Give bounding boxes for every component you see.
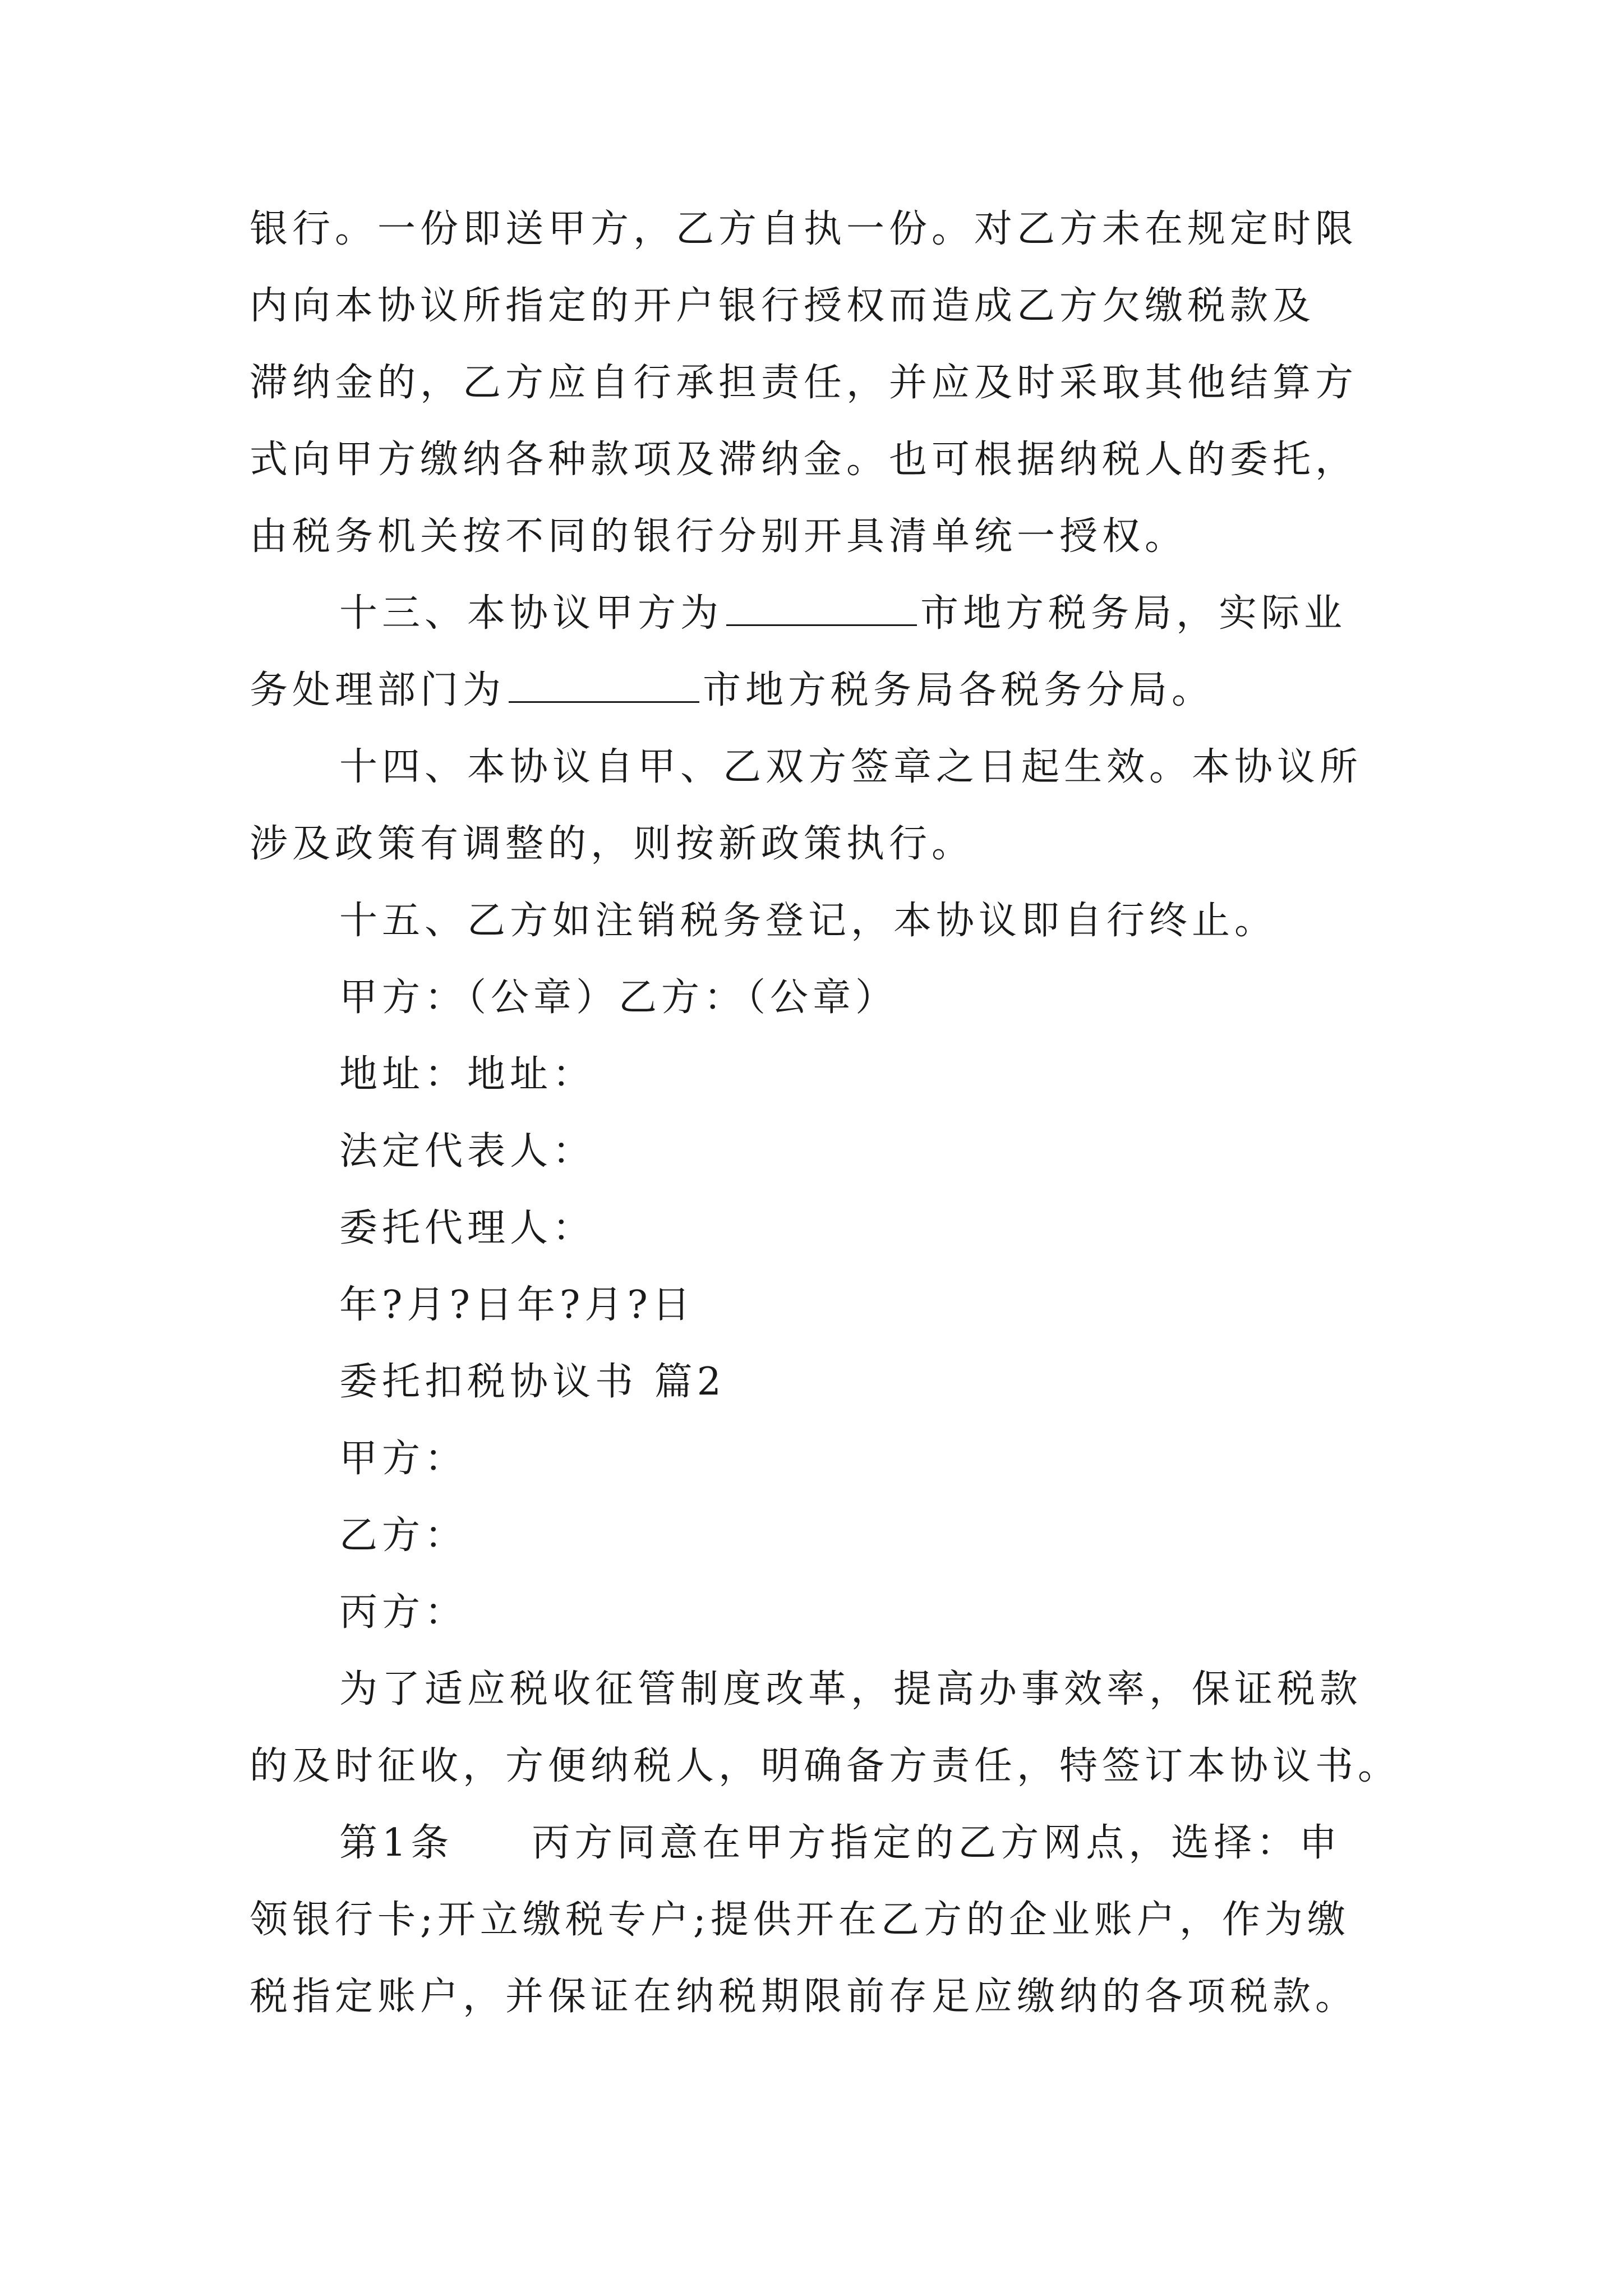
article-1-text: 丙方同意在甲方指定的乙方网点，选择：申: [532, 1821, 1342, 1865]
party-line: 甲方：: [339, 1437, 468, 1481]
article-1-line-1: [250, 1805, 1394, 1881]
clause-13-text: 市地方税务局各税务分局。: [703, 668, 1215, 712]
article-1-label: 第1条: [339, 1821, 454, 1865]
signature-line: 地址：地址：: [339, 1052, 596, 1097]
paragraph-line: 式向甲方缴纳各种款项及滞纳金。也可根据纳税人的委托，: [250, 438, 1358, 482]
paragraph-line: 滞纳金的，乙方应自行承担责任，并应及时采取其他结算方: [250, 361, 1358, 405]
fill-in-blank: [509, 668, 699, 703]
article-1-line: 领银行卡;开立缴税专户;提供开在乙方的企业账户，作为缴: [250, 1898, 1350, 1942]
signature-line: 年?月?日年?月?日: [339, 1283, 695, 1327]
signature-line: 法定代表人：: [339, 1129, 596, 1174]
intro-line: 为了适应税收征管制度改革，提高办事效率，保证税款: [339, 1667, 1363, 1711]
fill-in-blank: [726, 591, 917, 626]
intro-line: 的及时征收，方便纳税人，明确备方责任，特签订本协议书。: [250, 1744, 1401, 1788]
signature-line: 甲方：（公章）乙方：（公章）: [339, 976, 898, 1020]
clause-13-text: 市地方税务局，实际业: [920, 591, 1347, 636]
clause-14-line: 十四、本协议自甲、乙双方签章之日起生效。本协议所: [339, 745, 1363, 789]
article-1-line: 税指定账户，并保证在纳税期限前存足应缴纳的各项税款。: [250, 1975, 1358, 2019]
party-line: 丙方：: [339, 1590, 468, 1635]
party-line: 乙方：: [339, 1513, 468, 1558]
section-title: 委托扣税协议书 篇2: [339, 1360, 726, 1404]
clause-15-line: 十五、乙方如注销税务登记，本协议即自行终止。: [339, 899, 1278, 943]
clause-14-line: 涉及政策有调整的，则按新政策执行。: [250, 822, 975, 866]
signature-line: 委托代理人：: [339, 1206, 596, 1250]
paragraph-line: 由税务机关按不同的银行分别开具清单统一授权。: [250, 514, 1188, 559]
document-body: [250, 191, 1401, 2035]
clause-13-text: 务处理部门为: [250, 668, 506, 712]
clause-13-text: 十三、本协议甲方为: [339, 591, 723, 636]
paragraph-line: 内向本协议所指定的开户银行授权而造成乙方欠缴税款及: [250, 284, 1316, 328]
clause-13-line-1: [250, 575, 1394, 652]
paragraph-line: 银行。一份即送甲方，乙方自执一份。对乙方未在规定时限: [250, 207, 1358, 251]
clause-13-line-2: [250, 652, 1394, 729]
